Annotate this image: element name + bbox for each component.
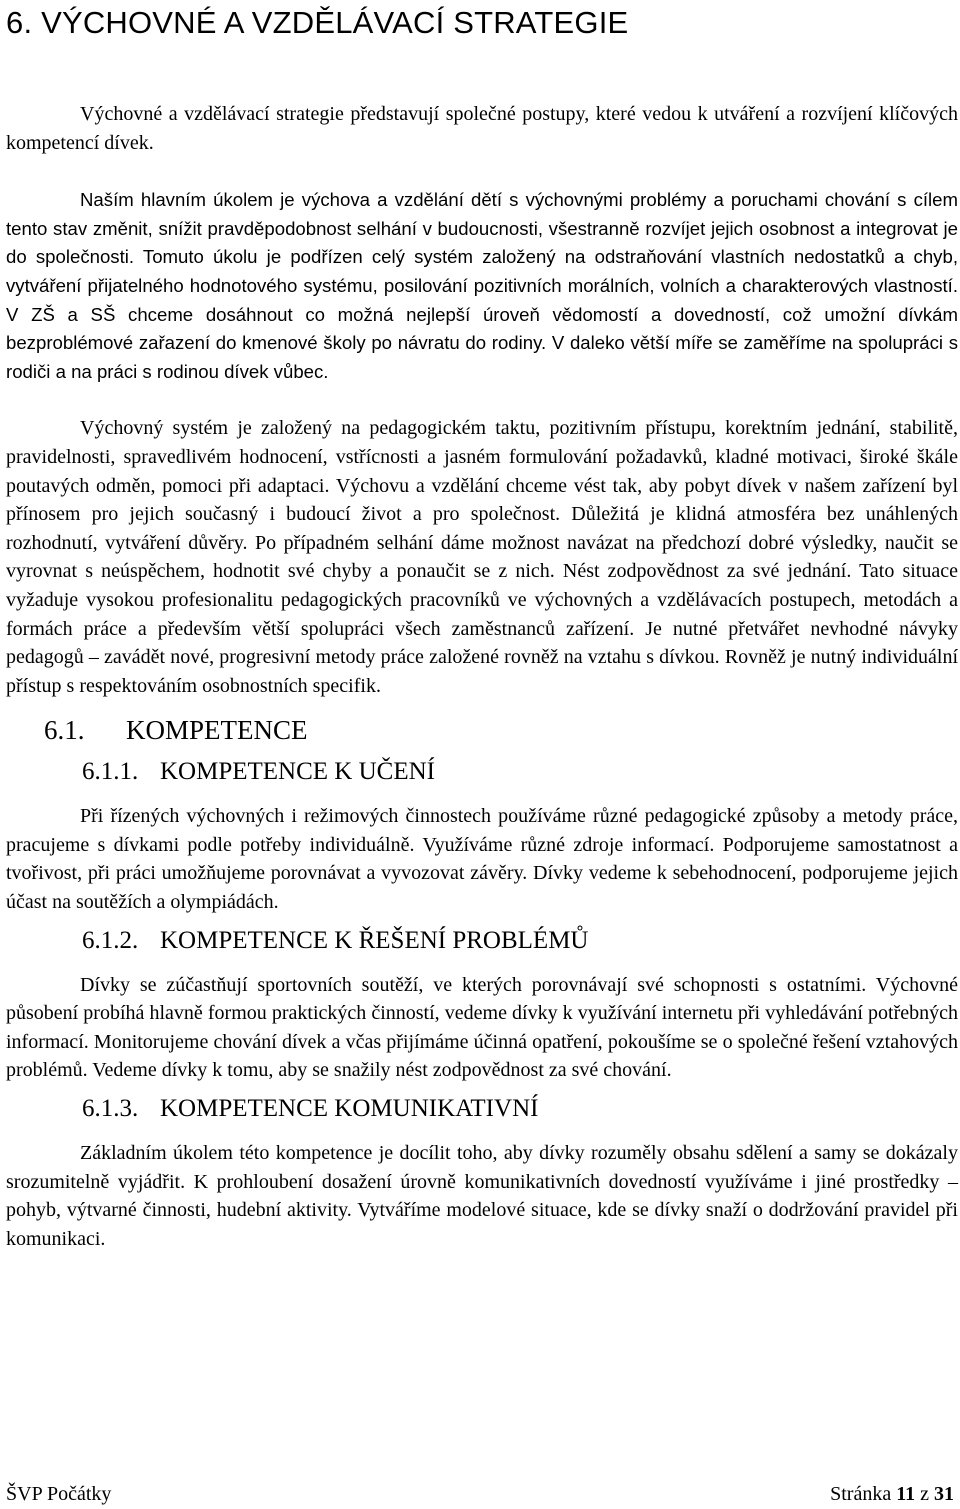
page-of: z [920,1483,929,1505]
communication-paragraph: Základním úkolem této kompetence je docílit toho, aby dívky rozuměly obsahu sdělení a samy se dokázaly srozumitelně vyjádřit. K prohloubení dosažení úrovně komunikativních dovedností využíváme i jiné prostředky – pohyb, výtvarné činnosti, hudební aktivity. Vytváříme modelové situace, kde se dívky snaží o dodržování pravidel při komunikaci. [6,1142,958,1250]
subsection-title: KOMPETENCE K ŘEŠENÍ PROBLÉMŮ [160,926,589,954]
section-number: 6.1. [44,715,85,746]
intro-paragraph: Výchovné a vzdělávací strategie představují společné postupy, které vedou k utváření a rozvíjení klíčových kompetencí dívek. [6,103,958,154]
page-total: 31 [934,1483,954,1505]
subsection-number: 6.1.1. [82,758,139,786]
subsection-heading-learning [82,756,958,788]
subsection-title: KOMPETENCE KOMUNIKATIVNÍ [160,1095,539,1123]
subsection-number: 6.1.3. [82,1095,139,1123]
system-paragraph: Výchovný systém je založený na pedagogickém taktu, pozitivním přístupu, korektním jednání, stabilitě, pravidelnosti, spravedlivém hodnocení, vstřícnosti a jasném formulování požadavků, kladné motivaci, široké škále poutavých odměn, pomoci při adaptaci. Výchovu a vzdělání chceme vést tak, aby pobyt dívek v našem zařízení byl přínosem pro jejich současný i budoucí život a pro společnost. Důležitá je klidná atmosféra bez unáhlených rozhodnutí, vytváření důvěry. Po případném selhání dáme možnost navázat na předchozí dobré výsledky, naučit se vyrovnat s neúspěchem, hodnotit své chyby a ponaučit se z nich. Nést zodpovědnost za své jednání. Tato situace vyžaduje vysokou profesionalitu pedagogických pracovníků ve výchovných a vzdělávacích postupech, metodách a formách práce a především větší spolupráci všech zaměstnanců zařízení. Je nutné přetvářet nevhodné návyky pedagogů – zavádět nové, progresivní metody práce založené rovněž na vztahu s dívkou. Rovněž je nutný individuální přístup s respektováním osobnostních specifik. [6,417,958,697]
task-paragraph: Naším hlavním úkolem je výchova a vzdělání dětí s výchovnými problémy a poruchami chování s cílem tento stav změnit, snížit pravděpodobnost selhání v budoucnosti, všestranně rozvíjet jejich osobnost a integrovat je do společnosti. Tomuto úkolu je podřízen celý systém založený na odstraňování vlastních nedostatků a chyb, vytváření přijatelného hodnotového systému, posilování pozitivních morálních, volních a charakterových vlastností. V ZŠ a SŠ chceme dosáhnout co možná nejlepší úroveň vědomostí a dovedností, což umožní dívkám bezproblémové zařazení do kmenové školy po návratu do rodiny. V daleko větší míře se zaměříme na spolupráci s rodiči a na práci s rodinou dívek vůbec. [6,189,958,382]
subsection-heading-communication [82,1093,958,1125]
subsection-heading-problem-solving [82,925,958,957]
page-word: Stránka [830,1483,892,1505]
section-title: KOMPETENCE [126,715,308,746]
section-heading [44,712,958,748]
footer-document-name: ŠVP Počátky [6,1483,112,1505]
page-counter [830,1481,954,1507]
subsection-title: KOMPETENCE K UČENÍ [160,758,435,786]
document-page [6,0,958,1253]
page-title: 6. VÝCHOVNÉ A VZDĚLÁVACÍ STRATEGIE [6,5,629,40]
subsection-number: 6.1.2. [82,926,139,954]
page-current: 11 [896,1483,916,1505]
problem-solving-paragraph: Dívky se zúčastňují sportovních soutěží, ve kterých porovnávají své schopnosti s ostatními. Výchovné působení probíhá hlavně formou praktických činností, vedeme dívky k využívání internetu při vyhledávání potřebných informací. Monitorujeme chování dívek a včas přijímáme účinná opatření, pokoušíme se o společné řešení vztahových problémů. Vedeme dívky k tomu, aby se snažily nést zodpovědnost za své chování. [6,973,958,1082]
learning-paragraph: Při řízených výchovných i režimových činnostech používáme různé pedagogické způsoby a metody práce, pracujeme s dívkami podle potřeby individuálně. Využíváme různé zdroje informací. Podporujeme samostatnost a tvořivost, při práci umožňujeme porovnávat a vyvozovat závěry. Dívky vedeme k sebehodnocení, podporujeme jejich účast na soutěžích a olympiádách. [6,805,958,914]
